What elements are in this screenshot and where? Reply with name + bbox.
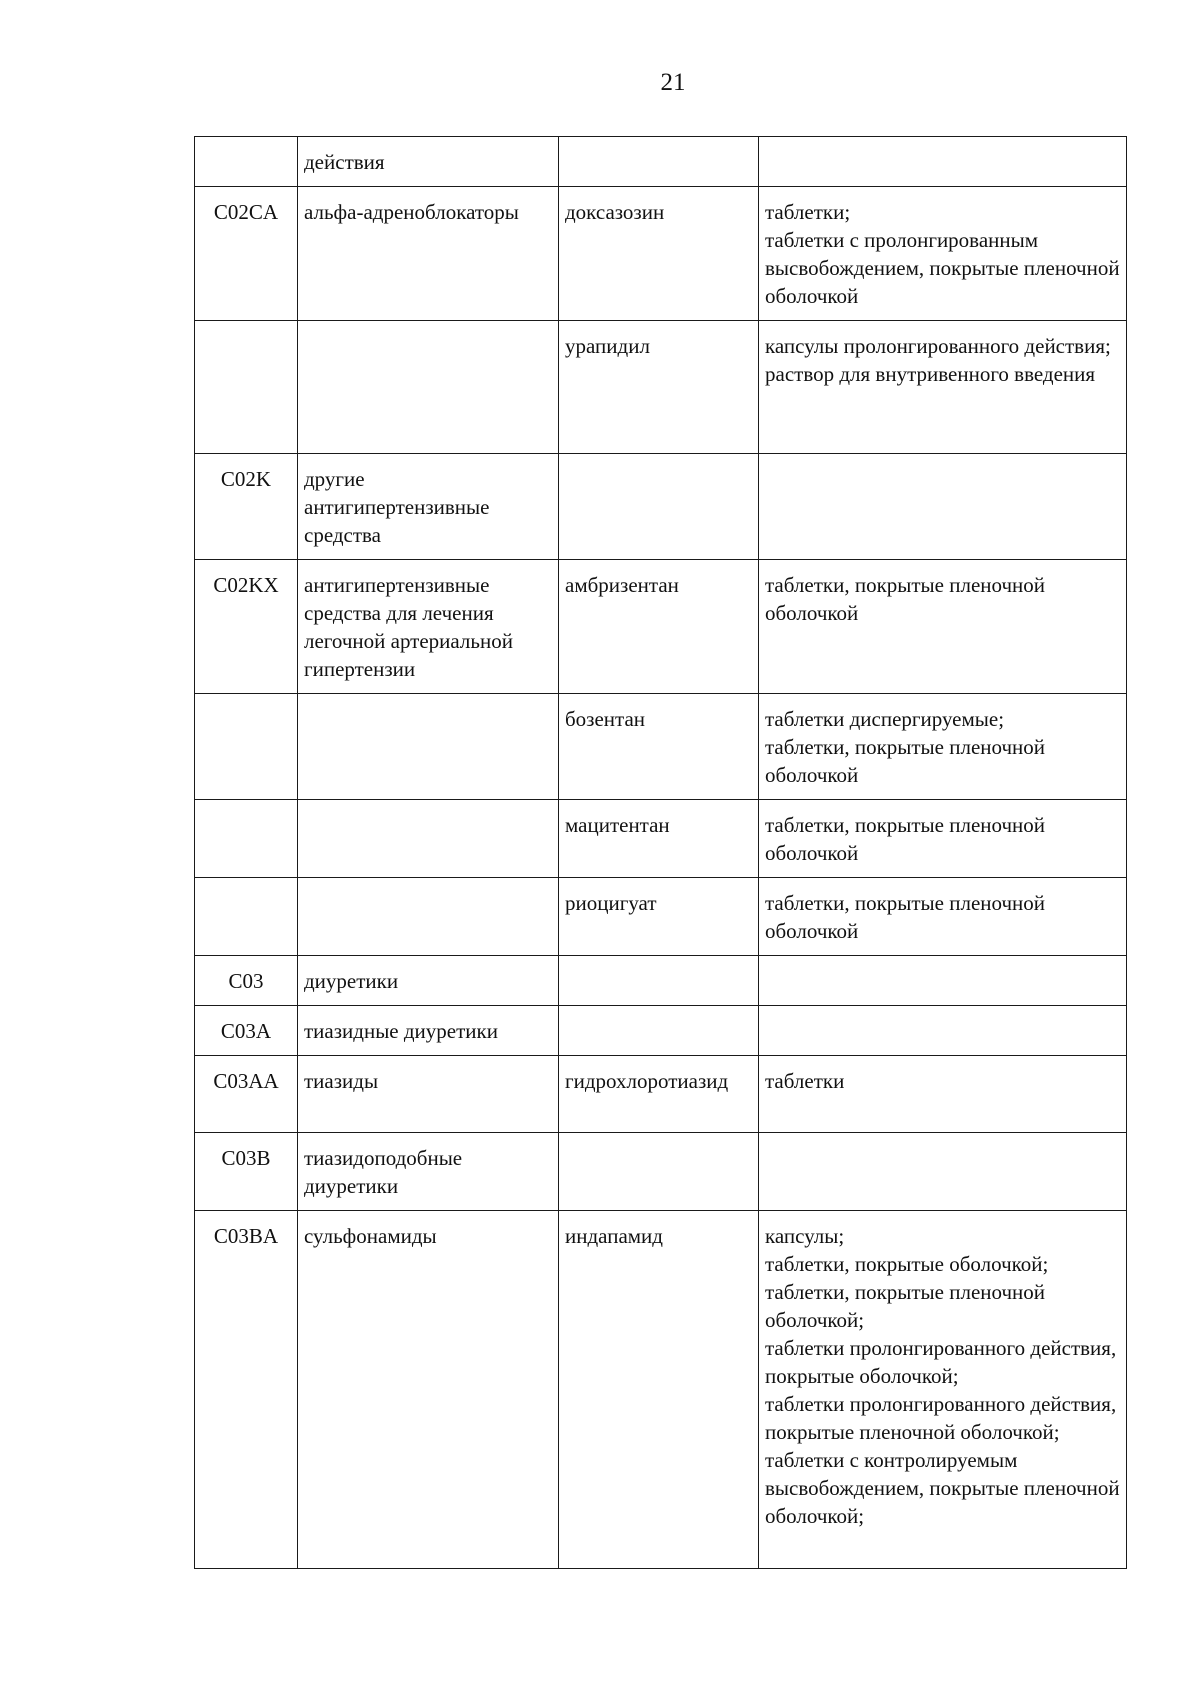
dosage-form: таблетки пролонгированного действия, покрытые пленочной оболочкой;	[765, 1392, 1117, 1444]
group-cell: тиазидоподобные диуретики	[298, 1133, 559, 1211]
group-cell: действия	[298, 137, 559, 187]
forms-cell	[759, 137, 1127, 187]
forms-cell	[759, 454, 1127, 560]
dosage-form: таблетки;	[765, 200, 851, 224]
dosage-form: таблетки диспергируемые;	[765, 707, 1005, 731]
dosage-form: таблетки, покрытые пленочной оболочкой	[765, 813, 1046, 865]
atc-code-cell: C02KX	[195, 560, 298, 694]
table-row	[195, 878, 1127, 956]
atc-code-cell	[195, 694, 298, 800]
forms-cell	[759, 187, 1127, 321]
drug-cell: амбризентан	[559, 560, 759, 694]
table-row	[195, 1211, 1127, 1569]
drug-cell: мацитентан	[559, 800, 759, 878]
table-row	[195, 1133, 1127, 1211]
drug-cell: гидрохлоротиазид	[559, 1056, 759, 1133]
group-cell: диуретики	[298, 956, 559, 1006]
drug-table	[194, 136, 1127, 1569]
table-row	[195, 1056, 1127, 1133]
group-cell: тиазиды	[298, 1056, 559, 1133]
table-row	[195, 694, 1127, 800]
forms-cell	[759, 694, 1127, 800]
dosage-form: таблетки, покрытые пленочной оболочкой;	[765, 1280, 1046, 1332]
group-cell	[298, 800, 559, 878]
drug-cell: индапамид	[559, 1211, 759, 1569]
forms-cell	[759, 800, 1127, 878]
atc-code-cell: C03B	[195, 1133, 298, 1211]
dosage-form: таблетки с контролируемым высвобождением, покрытые пленочной оболочкой;	[765, 1448, 1120, 1528]
forms-cell	[759, 956, 1127, 1006]
group-cell	[298, 694, 559, 800]
group-cell: тиазидные диуретики	[298, 1006, 559, 1056]
table-row	[195, 137, 1127, 187]
page-number: 21	[660, 69, 686, 96]
drug-cell: доксазозин	[559, 187, 759, 321]
atc-code-cell: C03AA	[195, 1056, 298, 1133]
atc-code-cell	[195, 321, 298, 454]
atc-code-cell	[195, 878, 298, 956]
group-cell: сульфонамиды	[298, 1211, 559, 1569]
group-cell	[298, 321, 559, 454]
drug-cell: бозентан	[559, 694, 759, 800]
drug-cell	[559, 956, 759, 1006]
drug-table-body	[195, 137, 1127, 1569]
dosage-form: капсулы пролонгированного действия;	[765, 334, 1111, 358]
table-row	[195, 956, 1127, 1006]
dosage-form: таблетки пролонгированного действия, покрытые оболочкой;	[765, 1336, 1117, 1388]
drug-cell	[559, 1133, 759, 1211]
dosage-form: таблетки с пролонгированным высвобождением, покрытые пленочной оболочкой	[765, 228, 1120, 308]
drug-cell	[559, 454, 759, 560]
dosage-form: таблетки, покрытые пленочной оболочкой	[765, 573, 1046, 625]
table-row	[195, 454, 1127, 560]
atc-code-cell	[195, 137, 298, 187]
atc-code-cell	[195, 800, 298, 878]
drug-cell: урапидил	[559, 321, 759, 454]
atc-code-cell: C03BA	[195, 1211, 298, 1569]
dosage-form: капсулы;	[765, 1224, 845, 1248]
table-row	[195, 321, 1127, 454]
atc-code-cell: C03	[195, 956, 298, 1006]
forms-cell	[759, 321, 1127, 454]
drug-cell	[559, 1006, 759, 1056]
group-cell: антигипертензивные средства для лечения легочной артериальной гипертензии	[298, 560, 559, 694]
dosage-form: таблетки, покрытые пленочной оболочкой	[765, 735, 1046, 787]
forms-cell	[759, 1056, 1127, 1133]
table-row	[195, 1006, 1127, 1056]
table-row	[195, 800, 1127, 878]
drug-cell	[559, 137, 759, 187]
atc-code-cell: C03A	[195, 1006, 298, 1056]
drug-cell: риоцигуат	[559, 878, 759, 956]
forms-cell	[759, 560, 1127, 694]
forms-cell	[759, 1006, 1127, 1056]
group-cell	[298, 878, 559, 956]
group-cell: другие антигипертензивные средства	[298, 454, 559, 560]
atc-code-cell: C02CA	[195, 187, 298, 321]
dosage-form: таблетки, покрытые оболочкой;	[765, 1252, 1049, 1276]
atc-code-cell: C02K	[195, 454, 298, 560]
dosage-form: раствор для внутривенного введения	[765, 362, 1096, 386]
forms-cell	[759, 1133, 1127, 1211]
forms-cell	[759, 878, 1127, 956]
forms-cell	[759, 1211, 1127, 1569]
dosage-form: таблетки	[765, 1069, 845, 1093]
group-cell: альфа-адреноблокаторы	[298, 187, 559, 321]
table-row	[195, 187, 1127, 321]
dosage-form: таблетки, покрытые пленочной оболочкой	[765, 891, 1046, 943]
table-row	[195, 560, 1127, 694]
